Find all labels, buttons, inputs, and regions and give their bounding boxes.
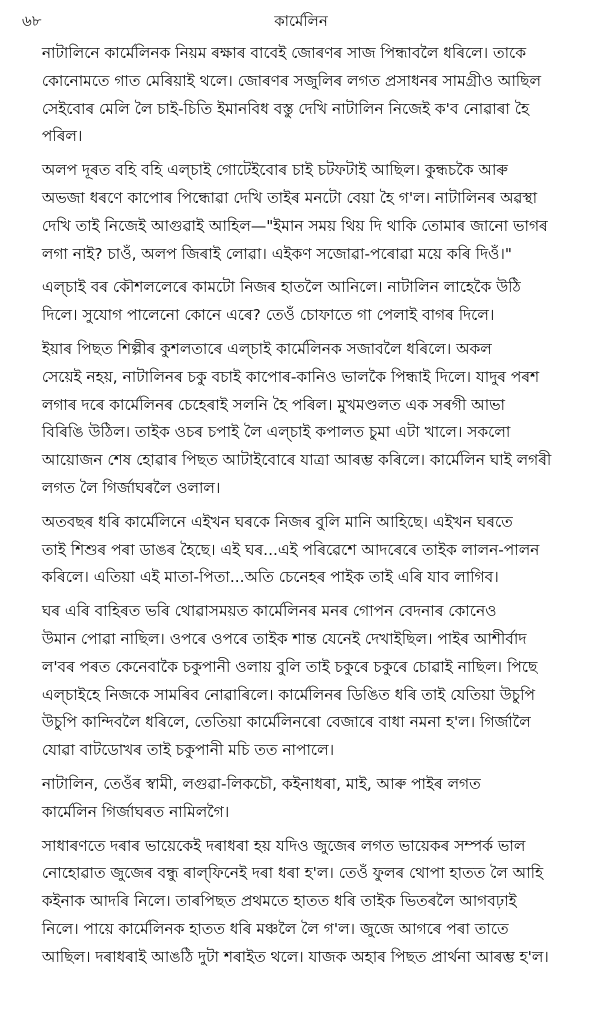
text-line: উচুপি কান্দিবলৈ ধৰিলে, তেতিয়া কাৰ্মেলিনৰো বেজাৰে বাধা নমনা হ'ল। গিৰ্জালৈ [41, 713, 531, 732]
text-line: নাটালিন, তেওঁৰ স্বামী, লগুৱা-লিকচৌ, কইনাধৰা, মাই, আৰু পাইৰ লগত [41, 774, 481, 793]
text-line: সেইবোৰ মেলি লৈ চাই-চিতি ইমানবিধ বস্তু দেখি নাটালিন নিজেই ক'ব নোৱাৰা হৈ [41, 99, 530, 118]
text-line: সেয়েই নহয়, নাটালিনৰ চকু বচাই কাপোৰ-কানিও ভালকৈ পিন্ধাই দিলে। যাদুৰ পৰশ [41, 367, 540, 386]
text-line: উমান পোৱা নাছিল। ওপৰে ওপৰে তাইক শান্ত যেনেই দেখাইছিল। পাইৰ আশীৰ্বাদ [41, 629, 527, 648]
text-line: নোহোৱাত জুজেৰ বন্ধু ৰাল্‌ফিনেই দৰা ধৰা হ'ল। তেওঁ ফুলৰ থোপা হাতত লৈ আহি [41, 864, 544, 883]
text-line: এল্চাই বৰ কৌশললেৰে কামটো নিজৰ হাতলৈ আনিলে। নাটালিন লাহেকৈ উঠি [41, 278, 521, 297]
text-line: লগত লৈ গিৰ্জাঘৰলৈ ওলাল। [41, 478, 221, 497]
paragraph [18, 157, 584, 268]
paragraph [18, 598, 584, 765]
paragraph [18, 833, 584, 972]
paragraph [18, 336, 584, 503]
text-line: ইয়াৰ পিছত শিল্পীৰ কুশলতাৰে এল্চাই কাৰ্মেলিনক সজাবলৈ ধৰিলে। অকল [41, 339, 492, 358]
text-line: লগা নাই? চাওঁ, অলপ জিৰাই লোৱা। এইকণ সজোৱা-পৰোৱা ময়ে কৰি দিওঁ।" [41, 244, 512, 263]
text-line: যোৱা বাটডোখৰ তাই চকুপানী মচি তত নাপালে। [41, 741, 335, 760]
text-line: আয়োজন শেষ হোৱাৰ পিছত আটাইবোৰে যাত্ৰা আৰম্ভ কৰিলে। কাৰ্মেলিন ঘাই লগৰী [41, 451, 552, 470]
text-line: বিৰিঙি উঠিল। তাইক ওচৰ চপাই লৈ এল্চাই কপালত চুমা এটা খালে। সকলো [41, 423, 511, 442]
text-line: নিলে। পায়ে কাৰ্মেলিনক হাতত ধৰি মঞ্চলৈ লৈ গ'ল। জুজে আগৰে পৰা তাতে [41, 919, 509, 938]
paragraph [18, 771, 584, 827]
text-line: দিলে। সুযোগ পালেনো কোনে এৰে? তেওঁ চোফাতে গা পেলাই বাগৰ দিলে। [41, 306, 495, 325]
paragraph [18, 40, 584, 151]
page-header [18, 0, 584, 40]
text-line: আছিল। দৰাধৰাই আঙঠি দুটা শৰাইত থলে। যাজক অহাৰ পিছত প্ৰাৰ্থনা আৰম্ভ হ'ল। [41, 947, 549, 966]
text-line: তাই শিশুৰ পৰা ডাঙৰ হৈছে। এই ঘৰ...এই পৰিৱেশে আদৰেৰে তাইক লালন-পালন [41, 540, 540, 559]
text-line: কোনোমতে গাত মেৰিয়াই থলে। জোৰণৰ সজুলিৰ লগত প্ৰসাধনৰ সামগ্ৰীও আছিল [41, 71, 541, 90]
text-line: পৰিল। [41, 127, 83, 146]
text-line: এল্চাইহে নিজকে সামৰিব নোৱাৰিলে। কাৰ্মেলিনৰ ডিঙিত ধৰি তাই যেতিয়া উচুপি [41, 685, 535, 704]
paragraph [18, 274, 584, 330]
text-line: দেখি তাই নিজেই আগুৱাই আহিল—"ইমান সময় থিয় দি থাকি তোমাৰ জানো ভাগৰ [41, 216, 548, 235]
paragraph [18, 509, 584, 592]
text-line: কইনাক আদৰি নিলে। তাৰপিছত প্ৰথমতে হাতত ধৰি তাইক ভিতৰলৈ আগবঢ়াই [41, 892, 517, 911]
text-line: লগাৰ দৰে কাৰ্মেলিনৰ চেহেৰাই সলনি হৈ পৰিল। মুখমণ্ডলত এক সৰগী আভা [41, 395, 506, 414]
text-line: নাটালিনে কাৰ্মেলিনক নিয়ম ৰক্ষাৰ বাবেই জোৰণৰ সাজ পিন্ধাবলৈ ধৰিলে। তাকে [41, 44, 526, 62]
text-line: অলপ দূৰত বহি বহি এল্চাই গোটেইবোৰ চাই চটফটাই আছিল। কুন্ধচকৈ আৰু [41, 161, 508, 180]
text-line: অভজা ধৰণে কাপোৰ পিন্ধোৱা দেখি তাইৰ মনটো বেয়া হৈ গ'ল। নাটালিনৰ অৱস্থা [41, 188, 538, 207]
page-number: ৬৮ [22, 12, 42, 30]
text-line: সাধাৰণতে দৰাৰ ভায়েকেই দৰাধৰা হয় যদিও জুজেৰ লগত ভায়েকৰ সম্পৰ্ক ভাল [41, 836, 526, 855]
body-text [18, 40, 584, 972]
text-line: কাৰ্মেলিন গিৰ্জাঘৰত নামিলগৈ। [41, 802, 230, 821]
text-line: ল'বৰ পৰত কেনেবাকৈ চকুপানী ওলায় বুলি তাই চকুৰে চকুৰে চোৱাই নাছিল। পিছে [41, 657, 538, 676]
text-line: ঘৰ এৰি বাহিৰত ভৰি থোৱাসময়ত কাৰ্মেলিনৰ মনৰ গোপন বেদনাৰ কোনেও [41, 602, 497, 621]
text-line: অতবছৰ ধৰি কাৰ্মেলিনে এইখন ঘৰকে নিজৰ বুলি মানি আহিছে। এইখন ঘৰতে [41, 512, 513, 531]
text-line: কৰিলে। এতিয়া এই মাতা-পিতা...অতি চেনেহৰ পাইক তাই এৰি যাব লাগিব। [41, 568, 499, 587]
running-title: কাৰ্মেলিন [274, 12, 328, 30]
